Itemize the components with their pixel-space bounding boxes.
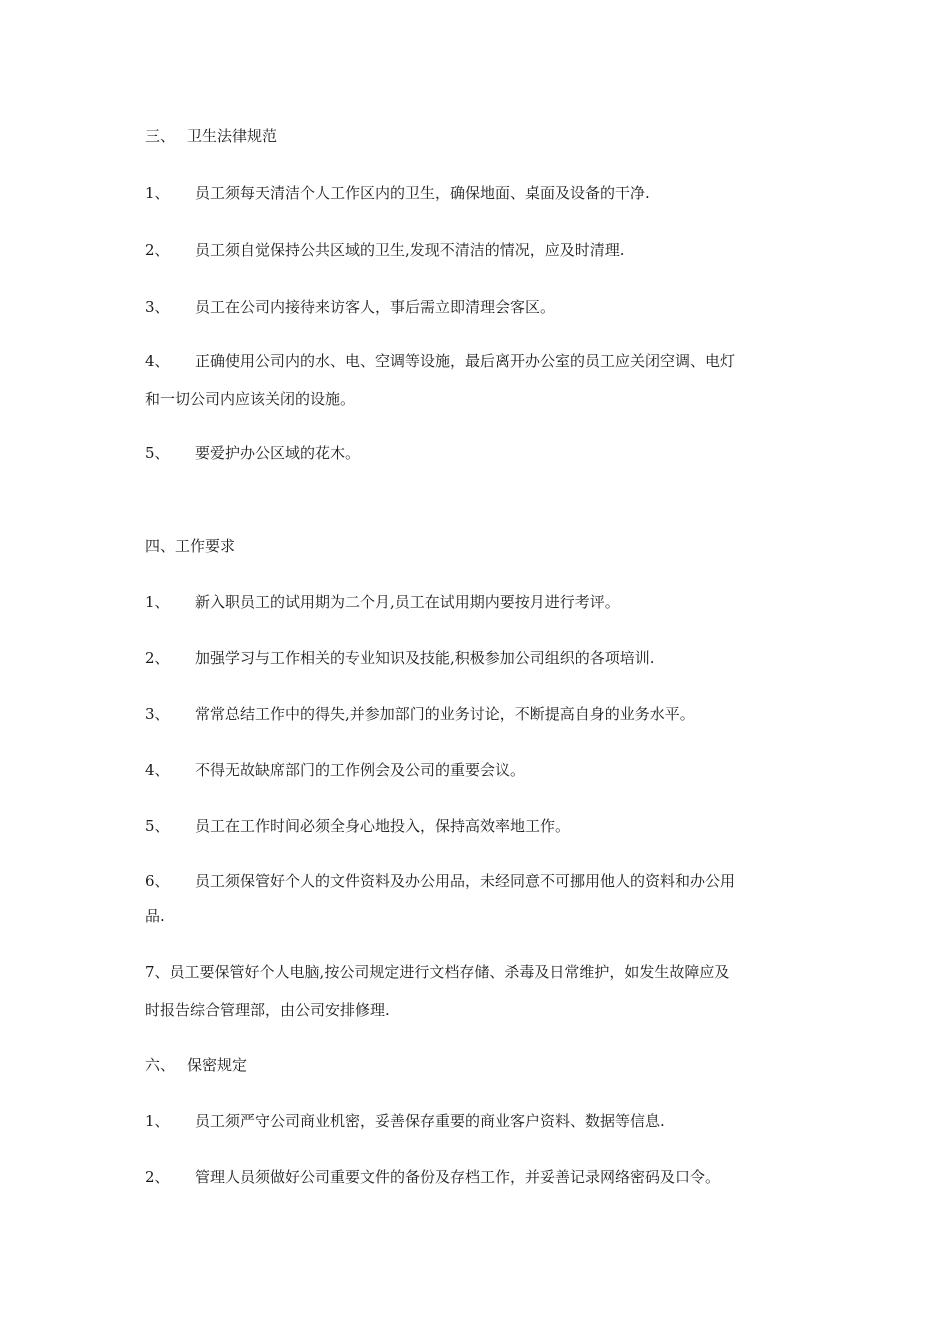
item-text: 加强学习与工作相关的专业知识及技能,积极参加公司组织的各项培训.: [195, 649, 655, 667]
item-number: 1、: [145, 593, 170, 611]
item-text: 员工须每天清洁个人工作区内的卫生，确保地面、桌面及设备的干净.: [195, 184, 650, 202]
list-item: [145, 871, 735, 891]
item-text: 员工须保管好个人的文件资料及办公用品，未经同意不可挪用他人的资料和办公用: [195, 872, 736, 890]
section-title: 卫生法律规范: [187, 127, 278, 145]
list-item: [145, 962, 729, 982]
item-text: 员工在工作时间必须全身心地投入，保持高效率地工作。: [195, 817, 571, 835]
item-number: 1、: [145, 1112, 170, 1130]
item-number: 1、: [145, 184, 170, 202]
section-heading-hygiene: [145, 126, 277, 146]
item-text: 7、员工要保管好个人电脑,按公司规定进行文档存储、杀毒及日常维护，如发生故障应及: [145, 963, 730, 981]
list-item-continuation: [145, 389, 355, 409]
section-heading-confidentiality: [145, 1055, 247, 1075]
item-text: 员工须严守公司商业机密，妥善保存重要的商业客户资料、数据等信息.: [195, 1112, 665, 1130]
list-item-continuation: [145, 906, 165, 926]
list-item-continuation: [145, 1000, 390, 1020]
list-item: [145, 351, 735, 371]
list-item: [145, 443, 360, 463]
item-text: 管理人员须做好公司重要文件的备份及存档工作，并妥善记录网络密码及口令。: [195, 1168, 721, 1186]
list-item: [145, 183, 650, 203]
section-title: 四、工作要求: [145, 537, 236, 555]
item-text: 员工在公司内接待来访客人，事后需立即清理会客区。: [195, 298, 556, 316]
section-heading-work-requirements: [145, 536, 235, 556]
item-number: 4、: [145, 352, 170, 370]
section-number: 六、: [145, 1056, 176, 1074]
section-number: 三、: [145, 127, 176, 145]
item-number: 3、: [145, 705, 170, 723]
item-text: 员工须自觉保持公共区域的卫生,发现不清洁的情况，应及时清理.: [195, 241, 625, 259]
item-text-continued: 和一切公司内应该关闭的设施。: [145, 390, 356, 408]
item-number: 2、: [145, 241, 170, 259]
list-item: [145, 1167, 720, 1187]
list-item: [145, 648, 655, 668]
item-number: 4、: [145, 761, 170, 779]
item-number: 2、: [145, 1168, 170, 1186]
list-item: [145, 704, 695, 724]
item-text: 常常总结工作中的得失,并参加部门的业务讨论，不断提高自身的业务水平。: [195, 705, 695, 723]
item-number: 5、: [145, 444, 170, 462]
item-text-continued: 时报告综合管理部，由公司安排修理.: [145, 1001, 390, 1019]
list-item: [145, 592, 620, 612]
item-number: 3、: [145, 298, 170, 316]
section-title: 保密规定: [187, 1056, 248, 1074]
item-text: 新入职员工的试用期为二个月,员工在试用期内要按月进行考评。: [195, 593, 620, 611]
list-item: [145, 240, 625, 260]
item-text: 正确使用公司内的水、电、空调等设施，最后离开办公室的员工应关闭空调、电灯: [195, 352, 736, 370]
item-text-continued: 品.: [145, 907, 165, 925]
item-text: 不得无故缺席部门的工作例会及公司的重要会议。: [195, 761, 526, 779]
item-number: 5、: [145, 817, 170, 835]
item-text: 要爱护办公区域的花木。: [195, 444, 361, 462]
list-item: [145, 1111, 665, 1131]
list-item: [145, 297, 555, 317]
item-number: 2、: [145, 649, 170, 667]
list-item: [145, 816, 570, 836]
list-item: [145, 760, 525, 780]
item-number: 6、: [145, 872, 170, 890]
